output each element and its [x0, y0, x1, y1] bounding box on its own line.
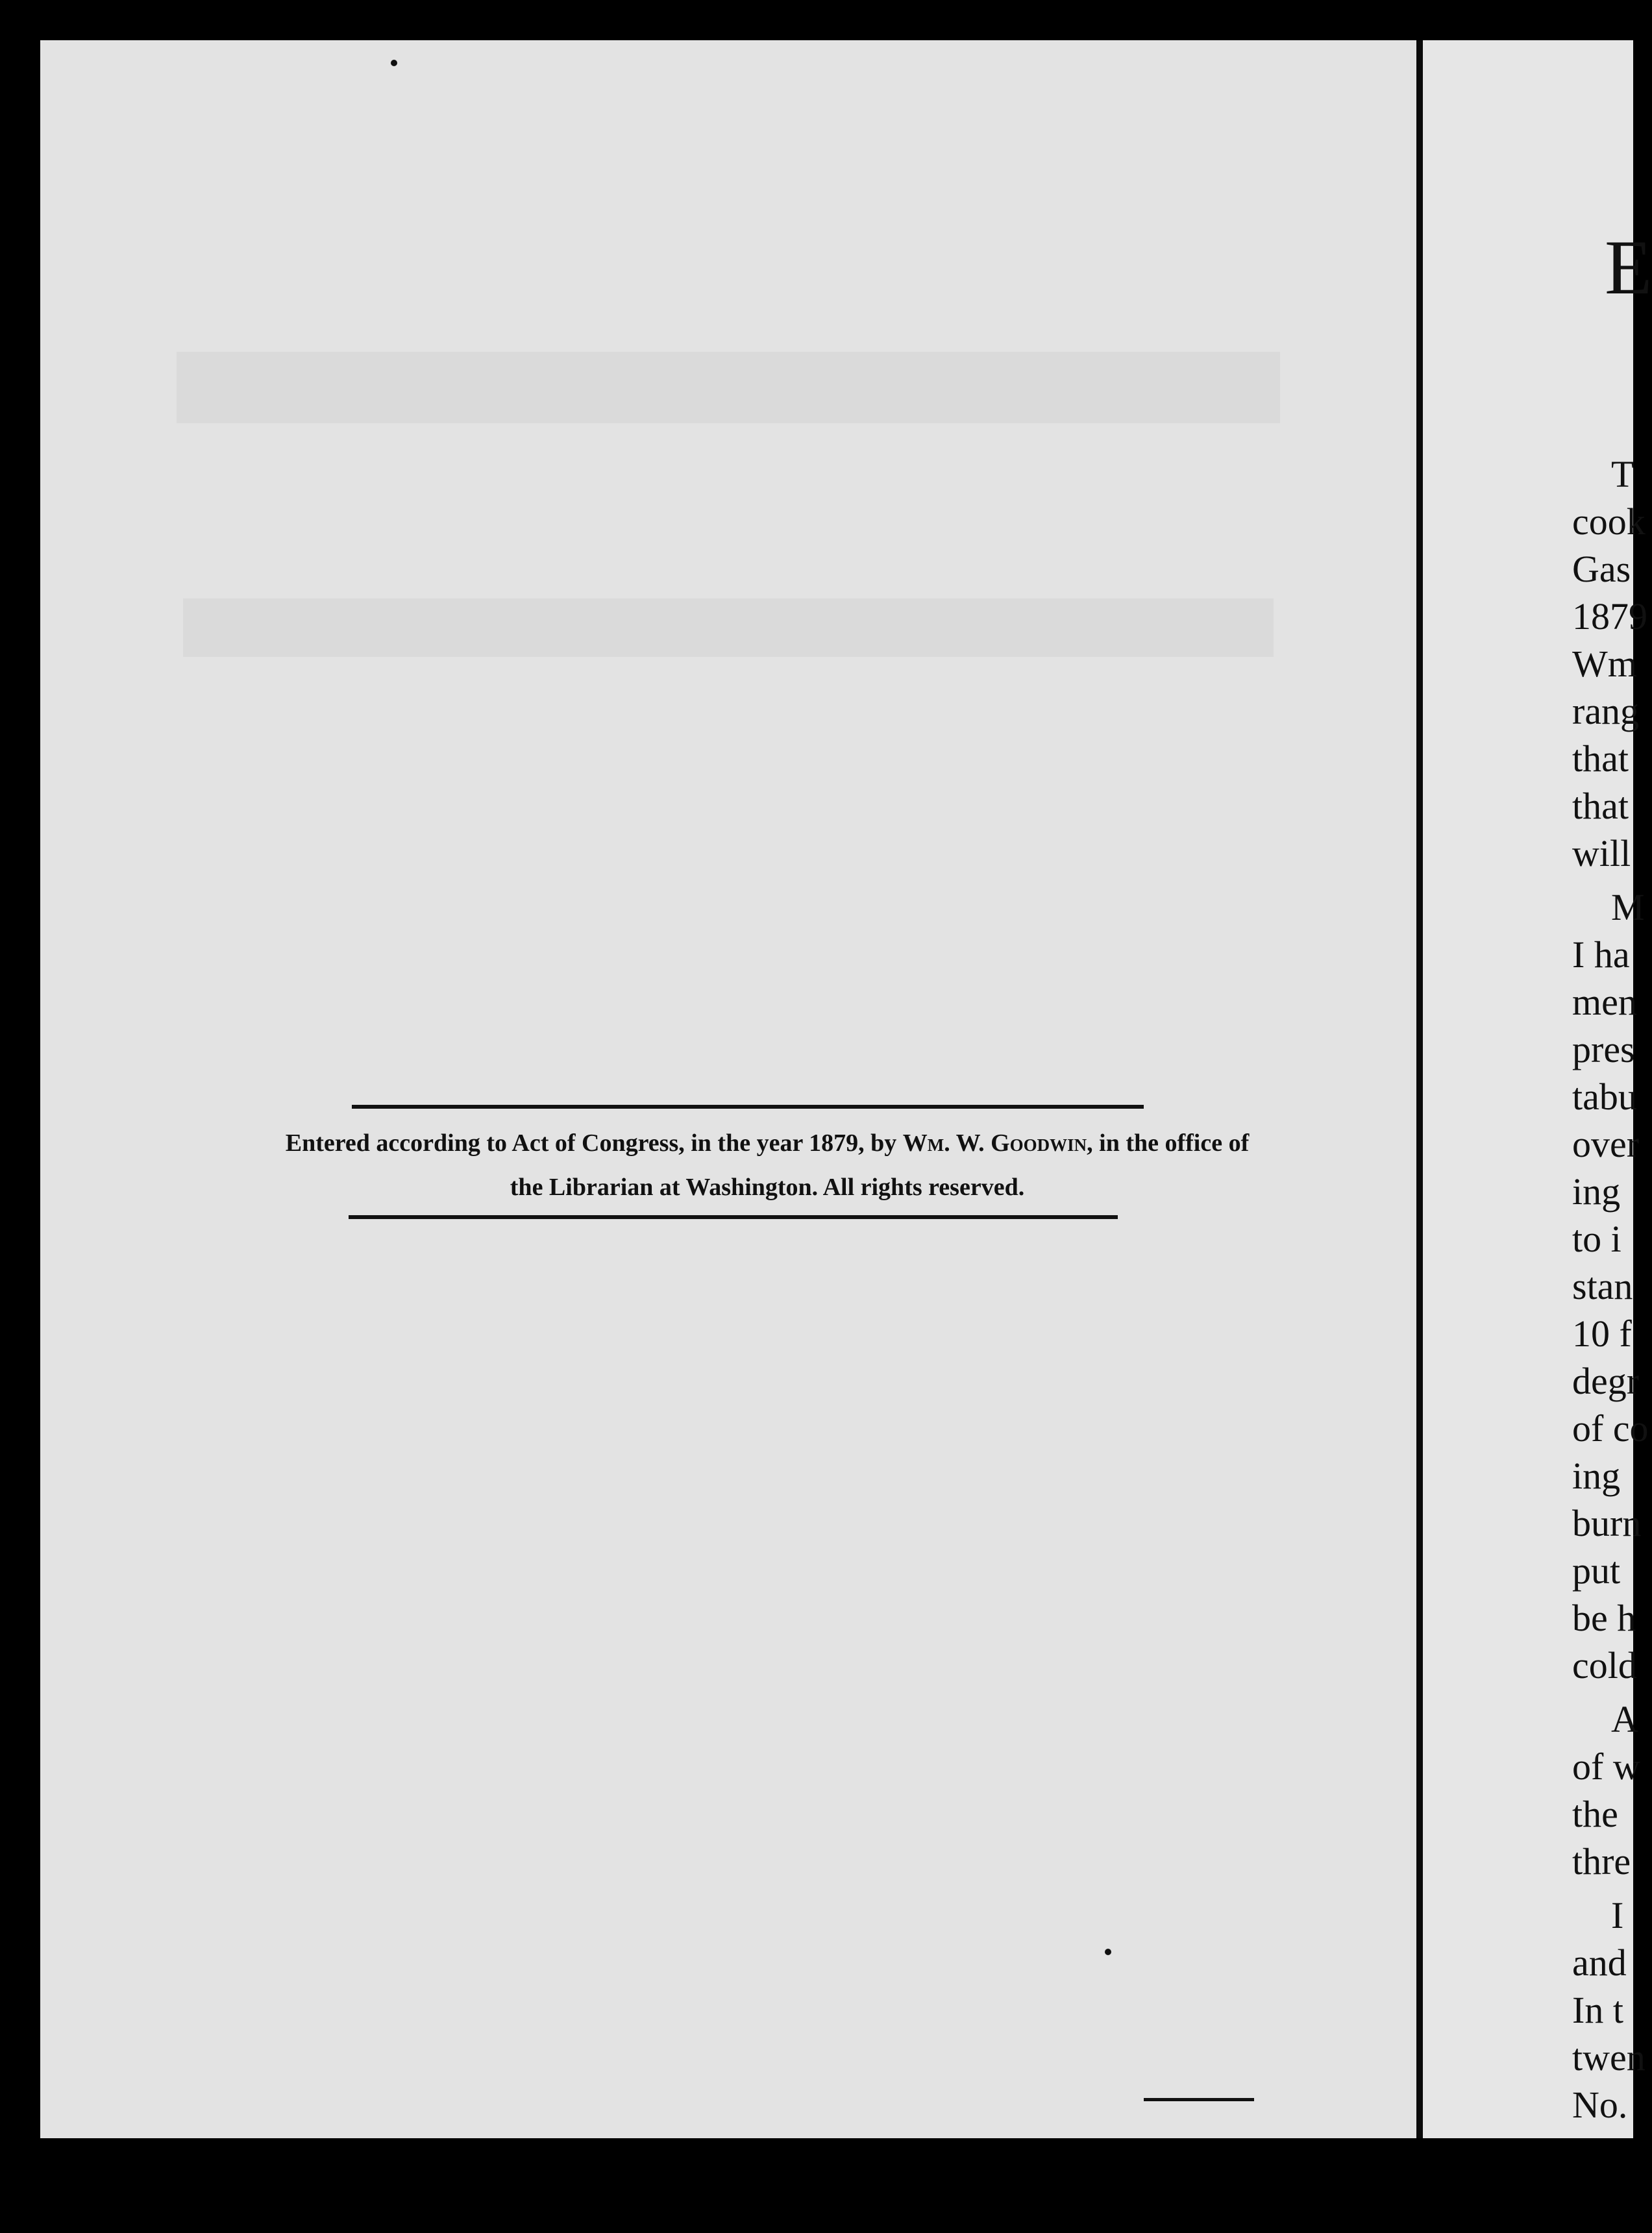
text-line-fragment: be h: [1572, 1597, 1636, 1639]
bleed-through-subtitle: [183, 598, 1274, 657]
text-line-fragment: degr: [1572, 1360, 1640, 1402]
text-line-fragment: that: [1572, 737, 1629, 780]
text-line-fragment: over: [1572, 1123, 1640, 1165]
top-rule: [352, 1105, 1144, 1109]
text-line-fragment: I: [1611, 1894, 1624, 1936]
text-line-fragment: M: [1611, 886, 1645, 928]
copyright-line-1: Entered according to Act of Congress, in the year 1879, by Wm. W. Goodwin, in the office of: [285, 1129, 1250, 1157]
text-line-fragment: ing: [1572, 1455, 1621, 1497]
text-line-fragment: of co: [1572, 1407, 1649, 1450]
text-line-fragment: ing: [1572, 1170, 1621, 1213]
text-line-fragment: and: [1572, 1942, 1627, 1984]
text-line-fragment: 1879: [1572, 595, 1647, 637]
bleed-through-title: [177, 352, 1280, 423]
right-page: [1423, 40, 1652, 2138]
text-line-fragment: T: [1611, 453, 1634, 495]
text-line-fragment: twen: [1572, 2036, 1646, 2079]
text-line-fragment: burn: [1572, 1502, 1642, 1544]
text-line-fragment: put: [1572, 1549, 1621, 1592]
short-rule: [1144, 2098, 1254, 2101]
text-line-fragment: cold: [1572, 1644, 1637, 1686]
text-line-fragment: thre: [1572, 1840, 1631, 1882]
text-line-fragment: I ha: [1572, 933, 1630, 976]
text-line-fragment: tabu: [1572, 1076, 1637, 1118]
text-line-fragment: In t: [1572, 1989, 1623, 2031]
text-line-fragment: 10 f: [1572, 1313, 1632, 1355]
text-line-fragment: A: [1611, 1698, 1638, 1740]
text-line-fragment: of w: [1572, 1746, 1640, 1788]
speck: [391, 60, 397, 66]
text-line-fragment: stan: [1572, 1265, 1633, 1307]
text-line-fragment: Wm: [1572, 643, 1637, 685]
text-line-fragment: Gas: [1572, 548, 1631, 590]
left-page: [40, 40, 1416, 2138]
text-line-fragment: No.: [1572, 2084, 1628, 2126]
copyright-line-2: the Librarian at Washington. All rights reserved.: [510, 1174, 1025, 1201]
author-name: Wm. W. Goodwin: [902, 1129, 1087, 1157]
text-line-fragment: that: [1572, 785, 1629, 827]
page-gutter: [1416, 40, 1423, 2138]
text-line-fragment: will: [1572, 832, 1631, 874]
speck: [1105, 1949, 1111, 1955]
copyright-notice: [190, 1121, 1345, 1209]
text-line-fragment: to i: [1572, 1218, 1621, 1260]
bottom-rule: [349, 1215, 1118, 1219]
text-line-fragment: cook: [1572, 500, 1646, 543]
text-line-fragment: rang: [1572, 690, 1640, 732]
text-line-fragment: pres: [1572, 1028, 1635, 1070]
text-line-fragment: men: [1572, 981, 1637, 1023]
heading-fragment: E: [1605, 224, 1652, 310]
text-line-fragment: the: [1572, 1793, 1618, 1835]
